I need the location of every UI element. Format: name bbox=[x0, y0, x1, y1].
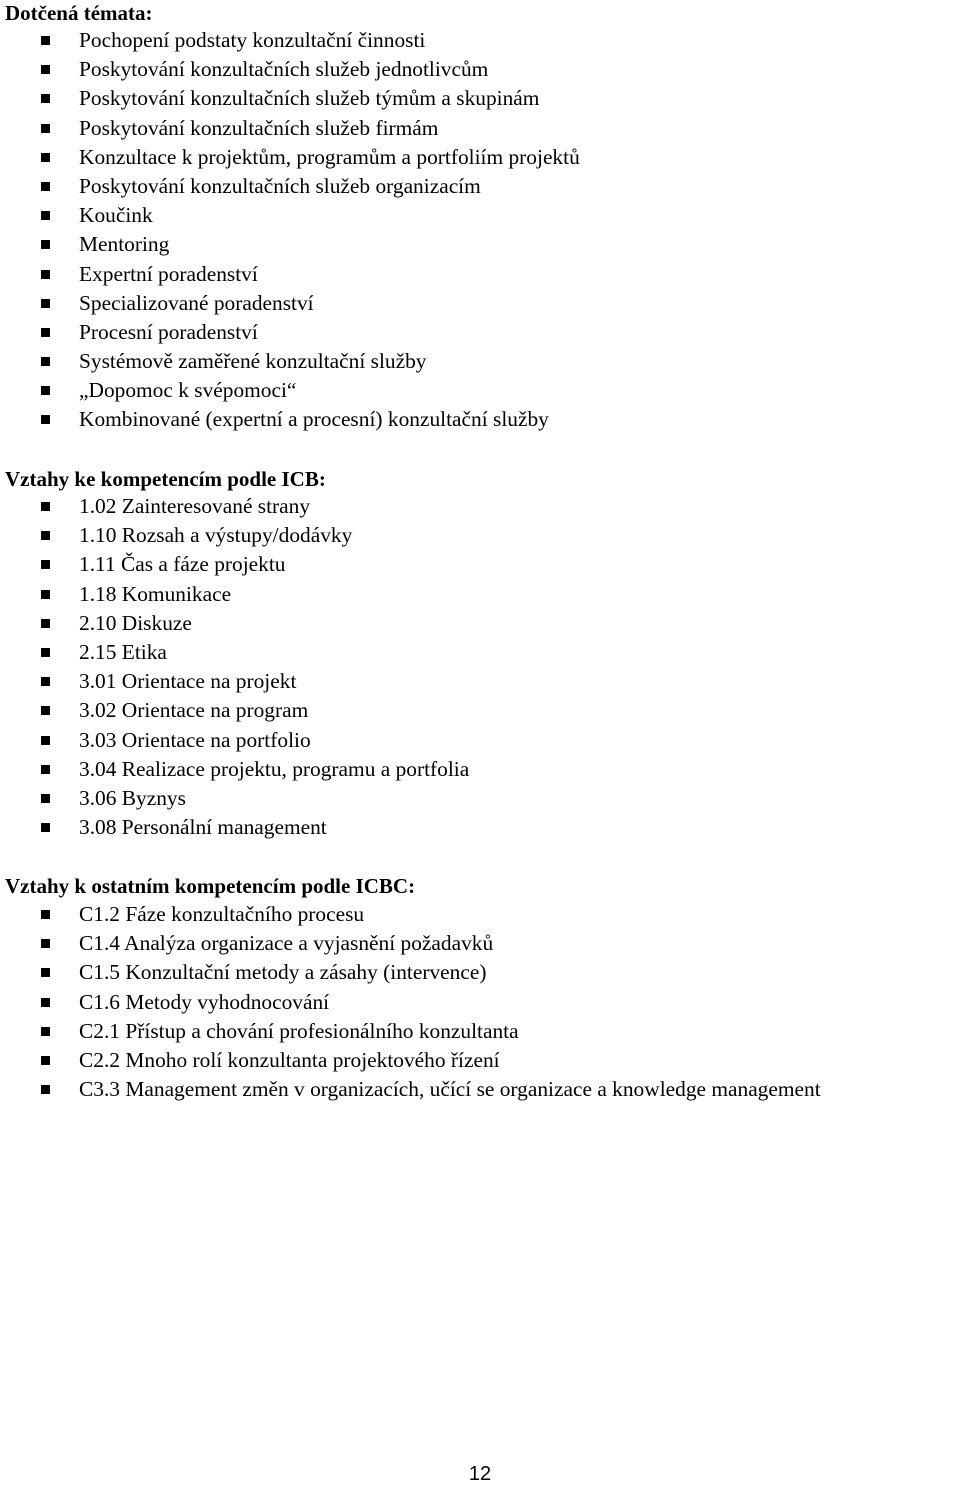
page-number: 12 bbox=[468, 1463, 492, 1485]
square-bullet-icon bbox=[41, 386, 50, 395]
square-bullet-icon bbox=[41, 619, 50, 628]
square-bullet-icon bbox=[41, 736, 50, 745]
square-bullet-icon bbox=[41, 328, 50, 337]
square-bullet-icon bbox=[41, 1027, 50, 1036]
square-bullet-icon bbox=[41, 240, 50, 249]
square-bullet-icon bbox=[41, 1085, 50, 1094]
square-bullet-icon bbox=[41, 415, 50, 424]
square-bullet-icon bbox=[41, 706, 50, 715]
square-bullet-icon bbox=[41, 968, 50, 977]
square-bullet-icon bbox=[41, 124, 50, 133]
square-bullet-icon bbox=[41, 299, 50, 308]
square-bullet-icon bbox=[41, 648, 50, 657]
square-bullet-icon bbox=[41, 794, 50, 803]
section-heading-icb: Vztahy ke kompetencím podle ICB: bbox=[5, 467, 326, 491]
square-bullet-icon bbox=[41, 65, 50, 74]
square-bullet-icon bbox=[41, 94, 50, 103]
square-bullet-icon bbox=[41, 823, 50, 832]
square-bullet-icon bbox=[41, 939, 50, 948]
square-bullet-icon bbox=[41, 677, 50, 686]
square-bullet-icon bbox=[41, 36, 50, 45]
square-bullet-icon bbox=[41, 560, 50, 569]
square-bullet-icon bbox=[41, 502, 50, 511]
square-bullet-icon bbox=[41, 531, 50, 540]
square-bullet-icon bbox=[41, 270, 50, 279]
square-bullet-icon bbox=[41, 357, 50, 366]
square-bullet-icon bbox=[41, 910, 50, 919]
square-bullet-icon bbox=[41, 211, 50, 220]
square-bullet-icon bbox=[41, 998, 50, 1007]
square-bullet-icon bbox=[41, 765, 50, 774]
square-bullet-icon bbox=[41, 590, 50, 599]
section-heading-icbc: Vztahy k ostatním kompetencím podle ICBC: bbox=[5, 874, 416, 898]
square-bullet-icon bbox=[41, 1056, 50, 1065]
document-page: Dotčená témata: Pochopení podstaty konzultační činnosti Poskytování konzultačních služeb jednotlivcům Poskytování konzultačních služeb týmům a skupinám Poskytování konzultačních služeb firmám Konzultace k projektům, programům a portfoliím projektů Poskytování konzultačních služeb organizacím Koučink Mentoring Expertní poradenství Specializované poradenství Procesní poradenství Systémově zaměřené konzultační služby „Dopomoc k svépomoci“ Kombinované (expertní a procesní) konzultační služby Vztahy ke kompetencím podle ICB: 1.02 Zainteresované strany 1.10 Rozsah a výstupy/dodávky 1.11 Čas a fáze projektu 1.18 Komunikace 2.10 Diskuze 2.15 Etika 3.01 Orientace na projekt 3.02 Orientace na program 3.03 Orientace na portfolio 3.04 Realizace projektu, programu a portfolia 3.06 Byznys 3.08 Personální management Vztahy k ostatním kompetencím podle ICBC: C1.2 Fáze konzultačního procesu C1.4 Analýza organizace a vyjasnění požadavků C1.5 Konzultační metody a zásahy (intervence) C1.6 Metody vyhodnocování C2.1 Přístup a chování profesionálního konzultanta C2.2 Mnoho rolí konzultanta projektového řízení C3.3 Management změn v organizacích, učící se organizace a knowledge management 12 bbox=[0, 0, 960, 1487]
square-bullet-icon bbox=[41, 153, 50, 162]
section-heading-topics: Dotčená témata: bbox=[5, 1, 153, 25]
square-bullet-icon bbox=[41, 182, 50, 191]
